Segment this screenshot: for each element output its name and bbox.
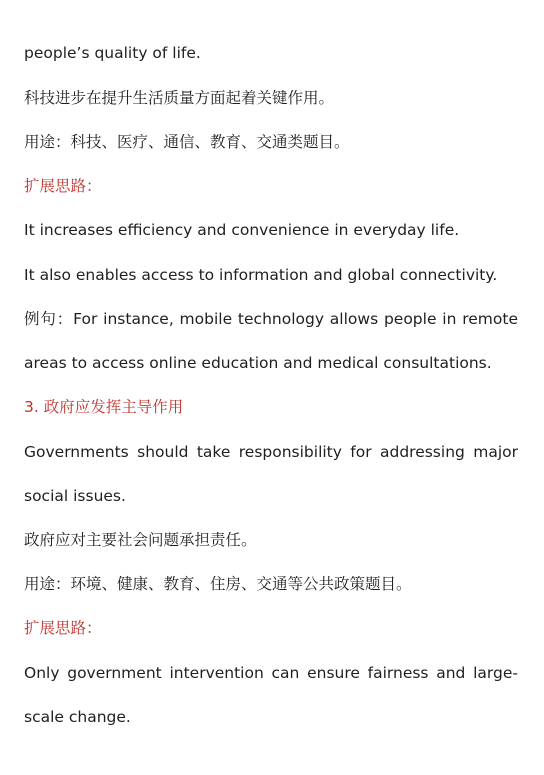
text-line: Governments should take responsibility for addressing major — [24, 443, 518, 461]
text-line: It also enables access to information and global connectivity. — [24, 266, 498, 284]
section-heading: 扩展思路： — [24, 177, 102, 195]
text-line: Only government intervention can ensure fairness and large- — [24, 664, 518, 682]
text-line: social issues. — [24, 487, 126, 505]
text-line: 科技进步在提升生活质量方面起着关键作用。 — [24, 89, 335, 107]
text-line: 政府应对主要社会问题承担责任。 — [24, 531, 257, 549]
text-line: It increases efficiency and convenience in everyday life. — [24, 221, 460, 239]
text-line: people’s quality of life. — [24, 44, 201, 62]
text-line: scale change. — [24, 708, 131, 726]
section-heading: 3. 政府应发挥主导作用 — [24, 398, 184, 416]
text-line: 用途：环境、健康、教育、住房、交通等公共政策题目。 — [24, 575, 412, 593]
text-line: areas to access online education and medical consultations. — [24, 354, 492, 372]
section-heading: 扩展思路： — [24, 619, 102, 637]
text-line: 用途：科技、医疗、通信、教育、交通类题目。 — [24, 133, 350, 151]
text-line: 例句：For instance, mobile technology allows people in remote — [24, 310, 518, 328]
